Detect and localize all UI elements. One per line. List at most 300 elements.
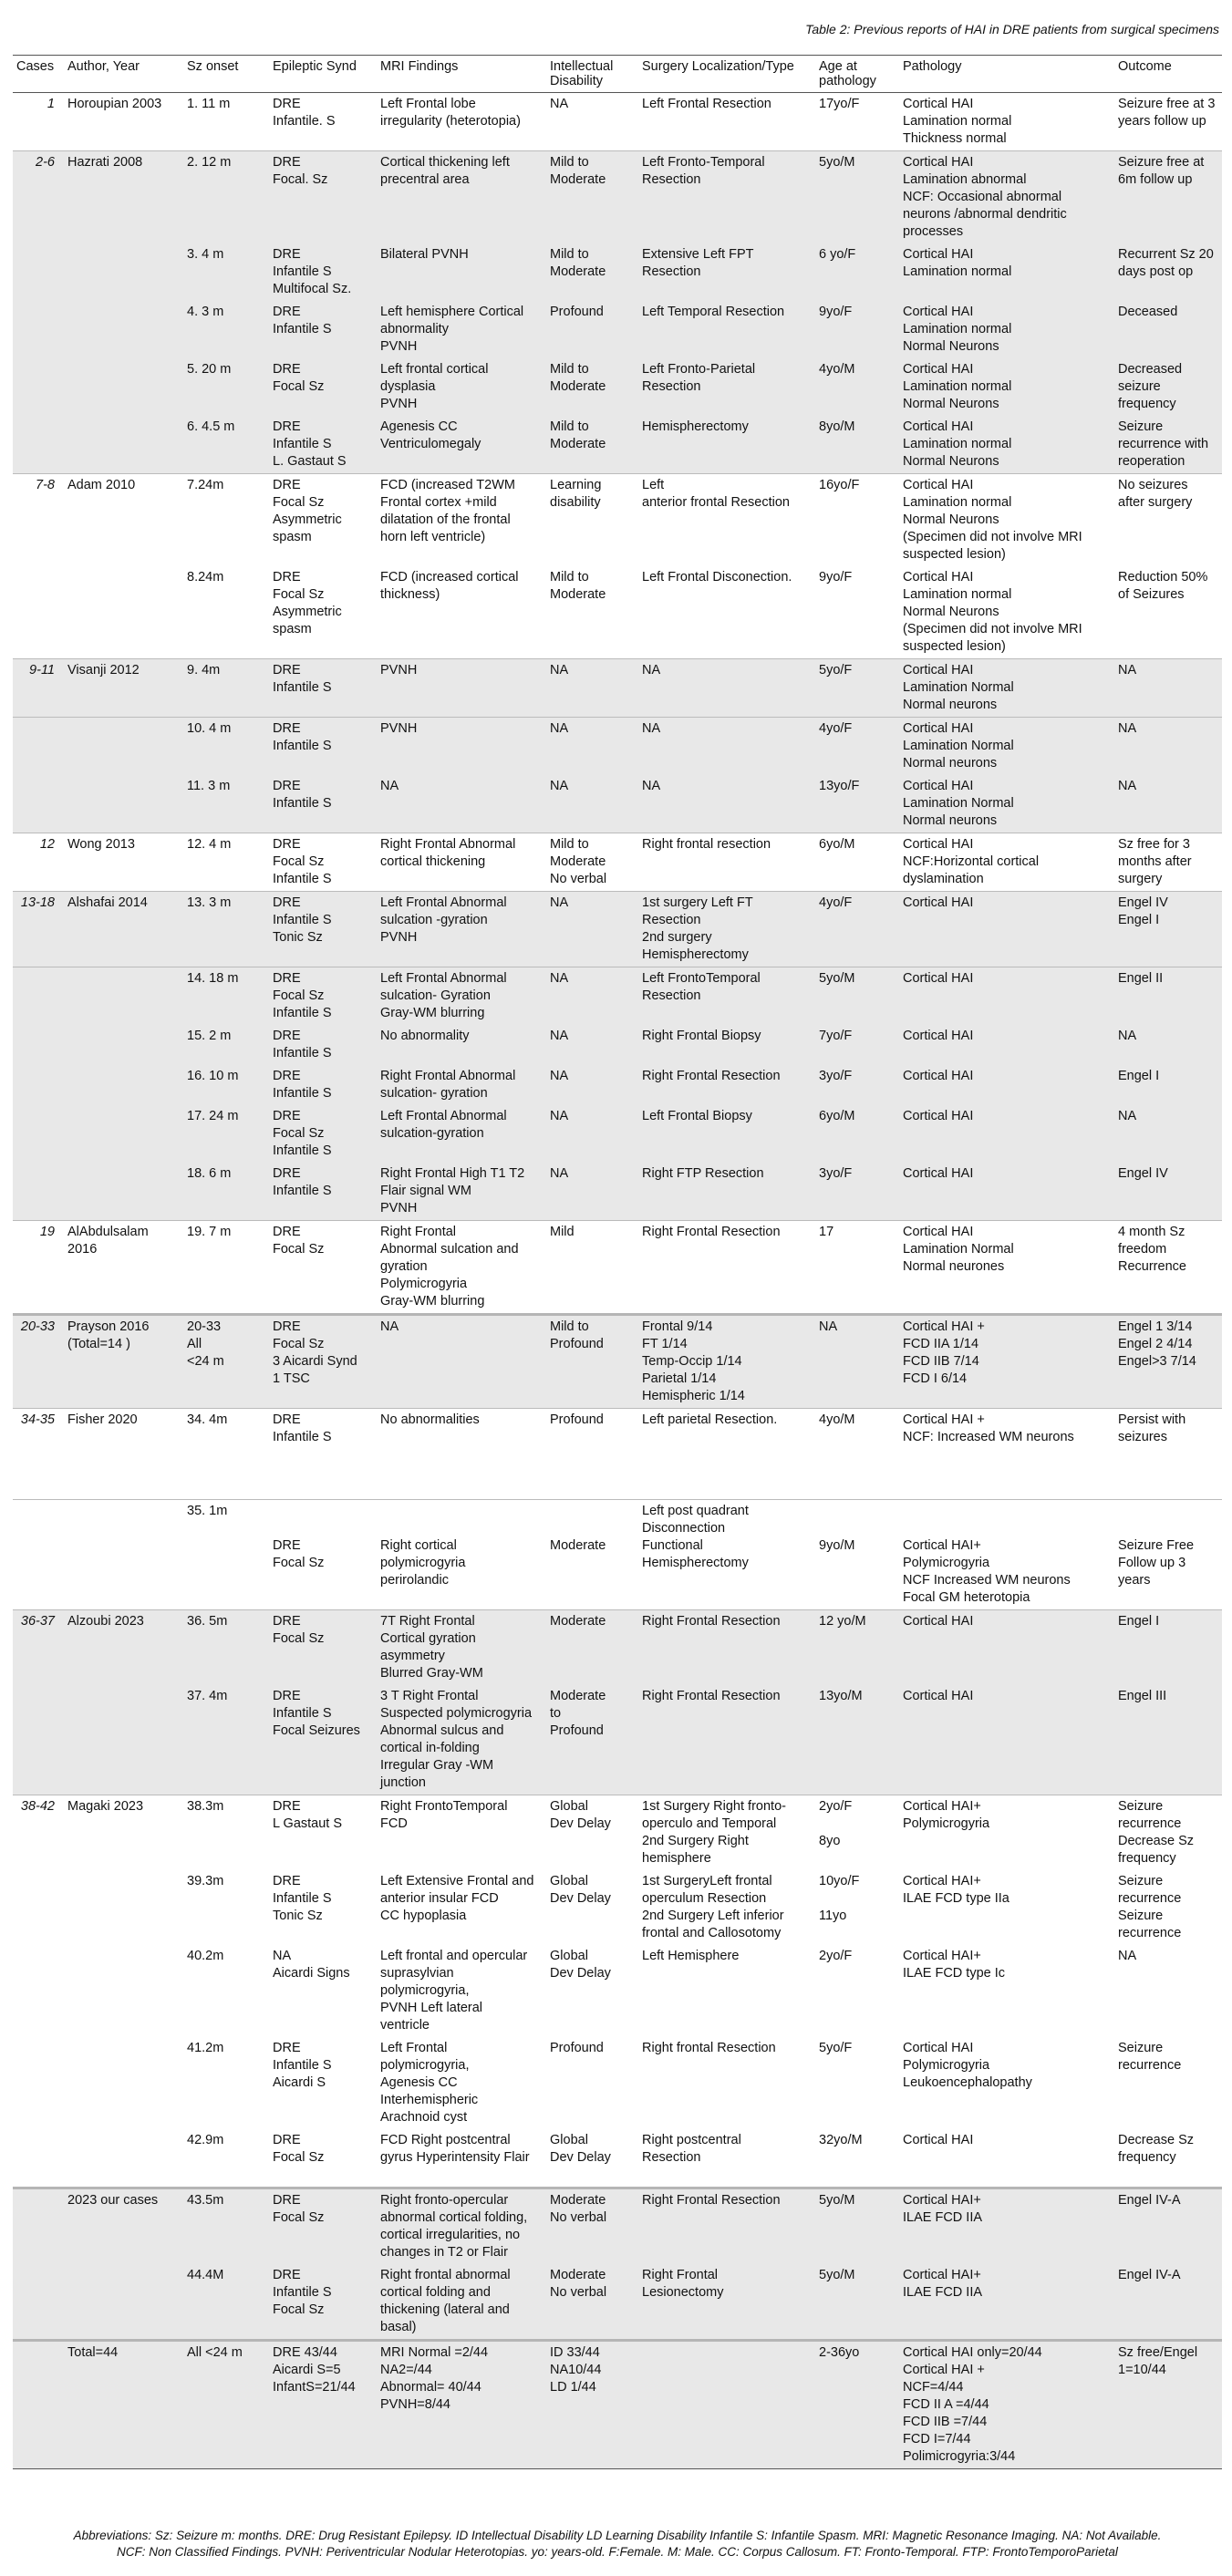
cell-outcome: 4 month Sz freedom Recurrence — [1114, 1221, 1222, 1315]
cell-mri-findings: 3 T Right Frontal Suspected polymicrogyria Abnormal sulcus and cortical in-folding Irregular Gray -WM junction — [377, 1685, 546, 1795]
cell-epileptic-synd: DRE Infantile S — [269, 301, 377, 358]
cell-cases — [13, 243, 64, 301]
table-row — [13, 892, 1222, 967]
cell-outcome: Seizure free at 6m follow up — [1114, 151, 1222, 244]
cell-epileptic-synd: DRE Infantile S — [269, 1163, 377, 1221]
cell-surgery: Right Frontal Resection — [638, 2188, 815, 2265]
cell-epileptic-synd: DRE Infantile. S — [269, 93, 377, 151]
cell-surgery: Right Frontal Resection — [638, 1685, 815, 1795]
cell-intellectual-disability: Profound — [550, 2041, 604, 2055]
cell-cases — [13, 416, 64, 474]
table-row — [13, 474, 1222, 567]
cell-pathology: Cortical HAI + NCF: Increased WM neurons — [899, 1409, 1114, 1500]
table-row — [13, 1163, 1222, 1221]
cell-epileptic-synd: DRE L Gastaut S — [269, 1795, 377, 1871]
table-row — [13, 416, 1222, 474]
cell-epileptic-synd: DRE Focal Sz — [269, 1500, 377, 1610]
cell-intellectual-disability: NA — [546, 718, 638, 776]
cell-pathology: Cortical HAI+ Polymicrogyria — [899, 1795, 1114, 1871]
cell-epileptic-synd: DRE Focal Sz — [273, 2133, 325, 2165]
cell-pathology: Cortical HAI Lamination normal Normal Neurons — [899, 416, 1114, 474]
cell-outcome: Engel IV Engel I — [1114, 892, 1222, 967]
cell-sz-onset: 14. 18 m — [183, 967, 269, 1026]
cell-pathology: Cortical HAI Lamination Normal Normal neurons — [899, 718, 1114, 776]
cell-surgery: 1st surgery Left FT Resection 2nd surgery Hemispherectomy — [638, 892, 815, 967]
cell-sz-onset: 20-33 All <24 m — [183, 1315, 269, 1409]
cell-intellectual-disability: Moderate — [546, 1610, 638, 1686]
cell-outcome: Seizure Free Follow up 3 years — [1114, 1500, 1222, 1610]
cell-pathology: Cortical HAI Lamination normal — [899, 243, 1114, 301]
cell-age-at-pathology: 6yo/M — [815, 833, 899, 892]
cell-age-at-pathology: 6 yo/F — [815, 243, 899, 301]
cell-outcome: Engel IV — [1114, 1163, 1222, 1221]
cell-author-year — [64, 1105, 183, 1163]
cell-outcome: NA — [1114, 1025, 1222, 1065]
table-row — [13, 2037, 1222, 2129]
table-caption: Table 2: Previous reports of HAI in DRE patients from surgical specimens — [805, 22, 1219, 36]
cell-cases: 36-37 — [13, 1610, 64, 1686]
cell-epileptic-synd: DRE Focal Sz — [269, 358, 377, 416]
cell-intellectual-disability: Profound — [546, 1409, 638, 1500]
cell-sz-onset: 4. 3 m — [183, 301, 269, 358]
table-row — [13, 151, 1222, 244]
cell-age-at-pathology: 2-36yo — [815, 2341, 899, 2469]
cell-mri-findings: 7T Right Frontal Cortical gyration asymmetry Blurred Gray-WM — [377, 1610, 546, 1686]
table-row — [13, 2264, 1222, 2341]
cell-age-at-pathology: 8yo/M — [815, 416, 899, 474]
cell-sz-onset: All <24 m — [183, 2341, 269, 2469]
table-row — [13, 1795, 1222, 1871]
cell-intellectual-disability: Moderate No verbal — [546, 2188, 638, 2265]
cell-pathology: Cortical HAI+ Polymicrogyria NCF Increased WM neurons Focal GM heterotopia — [899, 1500, 1114, 1610]
cell-epileptic-synd: DRE Infantile S Focal Seizures — [269, 1685, 377, 1795]
cell-age-at-pathology: 6yo/M — [815, 1105, 899, 1163]
cell-sz-onset: 35. 1m — [183, 1500, 269, 1610]
cell-mri-findings: PVNH — [377, 718, 546, 776]
cell-age-at-pathology: 4yo/M — [815, 1409, 899, 1500]
cell-cases: 20-33 — [13, 1315, 64, 1409]
cell-outcome: NA — [1114, 1105, 1222, 1163]
cell-cases — [13, 2188, 64, 2265]
cell-intellectual-disability: Global Dev Delay — [546, 1795, 638, 1871]
cell-surgery: Right Frontal Resection — [638, 1221, 815, 1315]
cell-epileptic-synd: DRE Infantile S — [269, 1409, 377, 1500]
cell-author-year — [64, 1500, 183, 1610]
cell-author-year — [64, 358, 183, 416]
cell-cases: 1 — [13, 93, 64, 151]
cell-intellectual-disability: NA — [546, 659, 638, 718]
cell-outcome: Engel III — [1114, 1685, 1222, 1795]
cell-sz-onset: 17. 24 m — [183, 1105, 269, 1163]
cell-pathology: Cortical HAI — [899, 967, 1114, 1026]
cell-mri-findings: FCD (increased T2WM Frontal cortex +mild dilatation of the frontal horn left ventricle) — [377, 474, 546, 567]
cell-outcome: Engel IV-A — [1114, 2264, 1222, 2341]
cell-surgery: Left Fronto-Parietal Resection — [638, 358, 815, 416]
cell-cases: 7-8 — [13, 474, 64, 567]
cell-pathology: Cortical HAI Lamination normal Thickness normal — [899, 93, 1114, 151]
cell-age-at-pathology: 5yo/M — [815, 2188, 899, 2265]
cell-surgery: Left FrontoTemporal Resection — [638, 967, 815, 1026]
cell-mri-findings: Right FrontoTemporal FCD — [377, 1795, 546, 1871]
cell-sz-onset: 43.5m — [183, 2188, 269, 2265]
cell-pathology: Cortical HAI — [899, 1065, 1114, 1105]
cell-outcome: No seizures after surgery — [1114, 474, 1222, 567]
cell-epileptic-synd: DRE Focal Sz 3 Aicardi Synd 1 TSC — [269, 1315, 377, 1409]
cell-intellectual-disability: Mild to Moderate — [550, 570, 606, 602]
cell-age-at-pathology: 3yo/F — [815, 1163, 899, 1221]
cell-intellectual-disability: Mild to Moderate — [546, 358, 638, 416]
cell-author-year — [64, 243, 183, 301]
cell-sz-onset: 3. 4 m — [183, 243, 269, 301]
table-row — [13, 93, 1222, 151]
cell-author-year: 2023 our cases — [64, 2188, 183, 2265]
cell-pathology: Cortical HAI Lamination Normal Normal neurons — [899, 775, 1114, 833]
cell-author-year: AlAbdulsalam 2016 — [64, 1221, 183, 1315]
cell-intellectual-disability: Global Dev Delay — [550, 1949, 611, 1981]
cell-cases — [13, 1870, 64, 1945]
cell-age-at-pathology: 4yo/F — [815, 718, 899, 776]
cell-sz-onset: 34. 4m — [183, 1409, 269, 1500]
cell-author-year — [64, 301, 183, 358]
cell-outcome: NA — [1114, 659, 1222, 718]
cell-outcome: Engel IV-A — [1114, 2188, 1222, 2265]
cell-epileptic-synd: DRE Infantile S — [269, 1065, 377, 1105]
cell-epileptic-synd: DRE Infantile S — [269, 775, 377, 833]
cell-mri-findings: Left Frontal Abnormal sulcation- Gyration Gray-WM blurring — [377, 967, 546, 1026]
cell-outcome: Seizure recurrence with reoperation — [1114, 416, 1222, 474]
cell-mri-findings: Left frontal cortical dysplasia PVNH — [377, 358, 546, 416]
cell-sz-onset: 1. 11 m — [183, 93, 269, 151]
cell-epileptic-synd: NA Aicardi Signs — [273, 1949, 350, 1981]
cell-pathology: Cortical HAI NCF:Horizontal cortical dyslamination — [899, 833, 1114, 892]
cell-pathology: Cortical HAI+ ILAE FCD type Ic — [903, 1949, 1006, 1981]
cell-author-year: Alshafai 2014 — [64, 892, 183, 967]
cell-outcome: Seizure recurrence Decrease Sz frequency — [1114, 1795, 1222, 1871]
cell-author-year — [64, 2264, 183, 2341]
cell-cases: 9-11 — [13, 659, 64, 718]
header-intellectual-disability: Intellectual Disability — [546, 56, 638, 93]
cell-cases — [13, 2264, 64, 2341]
table-row — [13, 967, 1222, 1026]
cell-author-year — [64, 1685, 183, 1795]
cell-epileptic-synd: DRE Focal Sz Asymmetric spasm — [269, 474, 377, 567]
cell-outcome: Engel 1 3/14 Engel 2 4/14 Engel>3 7/14 — [1114, 1315, 1222, 1409]
table-row — [13, 358, 1222, 416]
header-pathology: Pathology — [899, 56, 1114, 93]
cell-sz-onset: 15. 2 m — [183, 1025, 269, 1065]
cell-author-year — [64, 1945, 183, 2037]
cell-mri-findings: Left Frontal polymicrogyria, Agenesis CC Interhemispheric Arachnoid cyst — [380, 2041, 479, 2125]
cell-mri-findings: Left Frontal Abnormal sulcation-gyration — [377, 1105, 546, 1163]
cell-cases — [13, 1685, 64, 1795]
cell-epileptic-synd: DRE Infantile S Tonic Sz — [273, 1874, 332, 1923]
cell-author-year — [64, 1870, 183, 1945]
cell-age-at-pathology: 5yo/F — [815, 659, 899, 718]
cell-mri-findings: NA — [377, 775, 546, 833]
cell-age-at-pathology: 17 — [815, 1221, 899, 1315]
cell-cases — [13, 2037, 64, 2129]
cell-pathology: Cortical HAI only=20/44 Cortical HAI + NCF=4/44 FCD II A =4/44 FCD IIB =7/44 FCD I=7/44 Polimicrogyria:3/44 — [899, 2341, 1114, 2469]
table-row — [13, 243, 1222, 301]
cell-epileptic-synd: DRE Infantile S Aicardi S — [273, 2041, 332, 2090]
cell-surgery: NA — [638, 718, 815, 776]
cell-cases — [13, 775, 64, 833]
header-outcome: Outcome — [1114, 56, 1222, 93]
cell-sz-onset: 8.24m — [187, 570, 224, 585]
cell-author-year — [64, 1025, 183, 1065]
cell-author-year: Adam 2010 — [64, 474, 183, 567]
table-row — [13, 566, 1222, 659]
cell-sz-onset: 41.2m — [187, 2041, 224, 2055]
cell-age-at-pathology: 5yo/M — [815, 967, 899, 1026]
cell-sz-onset: 42.9m — [187, 2133, 224, 2147]
cell-epileptic-synd: DRE Infantile S — [269, 1025, 377, 1065]
cell-cases — [13, 2341, 64, 2469]
cell-age-at-pathology: 13yo/M — [815, 1685, 899, 1795]
cell-pathology: Cortical HAI Lamination normal Normal Neurons — [899, 301, 1114, 358]
cell-author-year: Alzoubi 2023 — [64, 1610, 183, 1686]
cell-author-year — [64, 2129, 183, 2188]
cell-age-at-pathology: 17yo/F — [815, 93, 899, 151]
cell-mri-findings: MRI Normal =2/44 NA2=/44 Abnormal= 40/44 PVNH=8/44 — [377, 2341, 546, 2469]
cell-cases — [13, 1945, 64, 2037]
cell-mri-findings: Right Frontal High T1 T2 Flair signal WM PVNH — [377, 1163, 546, 1221]
cell-sz-onset: 16. 10 m — [183, 1065, 269, 1105]
cell-pathology: Cortical HAI + FCD IIA 1/14 FCD IIB 7/14 FCD I 6/14 — [899, 1315, 1114, 1409]
cell-pathology: Cortical HAI Lamination abnormal NCF: Occasional abnormal neurons /abnormal dendritic processes — [899, 151, 1114, 244]
cell-intellectual-disability: Mild to Profound — [546, 1315, 638, 1409]
cell-cases — [13, 967, 64, 1026]
cell-pathology: Cortical HAI+ ILAE FCD IIA — [899, 2264, 1114, 2341]
cell-age-at-pathology: 9yo/F — [815, 301, 899, 358]
header-age-at-pathology: Age at pathology — [815, 56, 899, 93]
cell-intellectual-disability: Mild — [546, 1221, 638, 1315]
cell-surgery: Left Frontal Biopsy — [638, 1105, 815, 1163]
cell-surgery: Right Frontal Lesionectomy — [638, 2264, 815, 2341]
cell-author-year: Horoupian 2003 — [64, 93, 183, 151]
cell-cases — [13, 358, 64, 416]
cell-surgery: Right Frontal Resection — [638, 1065, 815, 1105]
cell-sz-onset: 40.2m — [187, 1949, 224, 1963]
cell-pathology: Cortical HAI — [899, 1025, 1114, 1065]
table-row — [13, 2188, 1222, 2265]
cell-intellectual-disability: Global Dev Delay — [550, 1874, 611, 1906]
cell-cases: 38-42 — [13, 1795, 64, 1871]
table-row — [13, 2129, 1222, 2188]
cell-epileptic-synd: DRE Infantile S — [269, 718, 377, 776]
cell-sz-onset: 10. 4 m — [183, 718, 269, 776]
header-cases: Cases — [13, 56, 64, 93]
cell-sz-onset: 2. 12 m — [183, 151, 269, 244]
cell-surgery: Right postcentral Resection — [642, 2133, 741, 2165]
cell-surgery: NA — [638, 775, 815, 833]
cell-age-at-pathology: 9yo/M — [815, 1500, 899, 1610]
cell-mri-findings: Right cortical polymicrogyria perirolandic — [377, 1500, 546, 1610]
table-row — [13, 301, 1222, 358]
cell-surgery: Right Frontal Resection — [638, 1610, 815, 1686]
cell-epileptic-synd: DRE Infantile S L. Gastaut S — [269, 416, 377, 474]
cell-author-year — [64, 1065, 183, 1105]
cell-author-year — [64, 967, 183, 1026]
cell-author-year: Wong 2013 — [64, 833, 183, 892]
cell-mri-findings: No abnormalities — [377, 1409, 546, 1500]
cell-mri-findings: Right fronto-opercular abnormal cortical folding, cortical irregularities, no changes in T2 or Flair — [377, 2188, 546, 2265]
cell-mri-findings: FCD Right postcentral gyrus Hyperintensity Flair — [380, 2133, 530, 2165]
cell-pathology: Cortical HAI+ ILAE FCD IIA — [899, 2188, 1114, 2265]
cell-cases — [13, 2129, 64, 2188]
cell-intellectual-disability: NA — [546, 1065, 638, 1105]
table-row — [13, 718, 1222, 776]
cell-outcome: Sz free for 3 months after surgery — [1114, 833, 1222, 892]
cell-intellectual-disability: NA — [546, 93, 638, 151]
cell-author-year — [64, 416, 183, 474]
cell-cases: 2-6 — [13, 151, 64, 244]
cell-author-year: Hazrati 2008 — [64, 151, 183, 244]
footnote-line: NCF: Non Classified Findings. PVNH: Periventricular Nodular Heterotopias. yo: years-old. F:Female. M: Male. CC: Corpus Callosum. FT: Fronto-Temporal. FTP: FrontoTemporoParietal — [117, 2545, 1118, 2559]
cell-author-year — [64, 566, 183, 659]
cell-age-at-pathology: 4yo/F — [815, 892, 899, 967]
cell-sz-onset: 11. 3 m — [183, 775, 269, 833]
cell-intellectual-disability: Mild to Moderate — [546, 151, 638, 244]
cell-intellectual-disability: Moderate — [546, 1500, 638, 1610]
cell-pathology: Cortical HAI Lamination normal Normal Neurons (Specimen did not involve MRI suspected lesion) — [899, 474, 1114, 567]
cell-author-year: Visanji 2012 — [64, 659, 183, 718]
table-row — [13, 1025, 1222, 1065]
cell-intellectual-disability: NA — [546, 1163, 638, 1221]
cell-mri-findings: Left Frontal lobe irregularity (heterotopia) — [377, 93, 546, 151]
footnote-line: Abbreviations: Sz: Seizure m: months. DRE: Drug Resistant Epilepsy. ID Intellectual Disability LD Learning Disability Infantile S: Infantile Spasm. MRI: Magnetic Resonance Imaging. NA: Not Available. — [73, 2529, 1162, 2542]
cell-surgery: Frontal 9/14 FT 1/14 Temp-Occip 1/14 Parietal 1/14 Hemispheric 1/14 — [638, 1315, 815, 1409]
cell-outcome: NA — [1118, 1949, 1137, 1963]
cell-outcome: Deceased — [1114, 301, 1222, 358]
header-mri-findings: MRI Findings — [377, 56, 546, 93]
cell-author-year — [64, 775, 183, 833]
cell-intellectual-disability: Mild to Moderate No verbal — [546, 833, 638, 892]
cell-outcome: Decrease Sz frequency — [1118, 2133, 1195, 2165]
cell-pathology: Cortical HAI — [903, 2133, 974, 2147]
cell-surgery: Left post quadrant Disconnection Functional Hemispherectomy — [638, 1500, 815, 1610]
cell-intellectual-disability: NA — [546, 967, 638, 1026]
cell-surgery: 1st SurgeryLeft frontal operculum Resection 2nd Surgery Left inferior frontal and Callosotomy — [642, 1874, 784, 1940]
cell-sz-onset: 19. 7 m — [183, 1221, 269, 1315]
cell-surgery: Left Frontal Resection — [638, 93, 815, 151]
cell-intellectual-disability: Moderate to Profound — [546, 1685, 638, 1795]
cell-outcome: Reduction 50% of Seizures — [1118, 570, 1208, 602]
cell-mri-findings: NA — [377, 1315, 546, 1409]
cell-cases — [13, 566, 64, 659]
cell-age-at-pathology: 2yo/F — [819, 1949, 853, 1963]
cell-pathology: Cortical HAI — [899, 1105, 1114, 1163]
cell-age-at-pathology: 7yo/F — [815, 1025, 899, 1065]
cell-outcome: NA — [1114, 718, 1222, 776]
cell-sz-onset: 37. 4m — [183, 1685, 269, 1795]
cell-age-at-pathology: 13yo/F — [815, 775, 899, 833]
cell-epileptic-synd: DRE Focal Sz — [269, 1221, 377, 1315]
cell-pathology: Cortical HAI — [899, 1685, 1114, 1795]
cell-epileptic-synd: DRE Infantile S — [269, 659, 377, 718]
cell-sz-onset: 36. 5m — [183, 1610, 269, 1686]
cell-mri-findings: Left Extensive Frontal and anterior insular FCD CC hypoplasia — [380, 1874, 534, 1923]
cell-mri-findings: Right Frontal Abnormal sulcation and gyration Polymicrogyria Gray-WM blurring — [377, 1221, 546, 1315]
cell-age-at-pathology: 32yo/M — [819, 2133, 863, 2147]
cell-age-at-pathology: 12 yo/M — [815, 1610, 899, 1686]
cell-mri-findings: FCD (increased cortical thickness) — [380, 570, 519, 602]
cell-author-year: Fisher 2020 — [64, 1409, 183, 1500]
cell-outcome: Engel II — [1114, 967, 1222, 1026]
cell-mri-findings: PVNH — [377, 659, 546, 718]
cell-author-year: Total=44 — [64, 2341, 183, 2469]
cell-surgery: Extensive Left FPT Resection — [638, 243, 815, 301]
table-row — [13, 833, 1222, 892]
cell-sz-onset: 13. 3 m — [183, 892, 269, 967]
cell-mri-findings: Bilateral PVNH — [377, 243, 546, 301]
table-body — [13, 93, 1222, 2469]
cell-epileptic-synd: DRE Focal Sz Infantile S — [269, 833, 377, 892]
cell-outcome: Seizure recurrence Seizure recurrence — [1118, 1874, 1182, 1940]
cell-outcome: Engel I — [1114, 1610, 1222, 1686]
cell-intellectual-disability: NA — [546, 1105, 638, 1163]
cell-age-at-pathology: 10yo/F 11yo — [819, 1874, 860, 1923]
cell-mri-findings: Agenesis CC Ventriculomegaly — [377, 416, 546, 474]
cell-cases — [13, 718, 64, 776]
cell-intellectual-disability: Learning disability — [546, 474, 638, 567]
cell-mri-findings: Right frontal abnormal cortical folding and thickening (lateral and basal) — [377, 2264, 546, 2341]
table-row — [13, 1610, 1222, 1686]
cell-intellectual-disability: Mild to Moderate — [546, 243, 638, 301]
cell-intellectual-disability: Profound — [546, 301, 638, 358]
cell-surgery: Left Hemisphere — [642, 1949, 740, 1963]
cell-outcome: Recurrent Sz 20 days post op — [1114, 243, 1222, 301]
cell-epileptic-synd: DRE Focal Sz Infantile S — [269, 967, 377, 1026]
cell-epileptic-synd: DRE Infantile S Multifocal Sz. — [269, 243, 377, 301]
cell-sz-onset: 9. 4m — [183, 659, 269, 718]
table-row — [13, 1870, 1222, 1945]
cell-outcome: Seizure free at 3 years follow up — [1114, 93, 1222, 151]
header-surgery: Surgery Localization/Type — [638, 56, 815, 93]
table-row — [13, 1685, 1222, 1795]
cell-cases — [13, 1163, 64, 1221]
cell-sz-onset: 44.4M — [183, 2264, 269, 2341]
cell-author-year — [64, 718, 183, 776]
cell-pathology: Cortical HAI Lamination Normal Normal neurones — [899, 1221, 1114, 1315]
cell-intellectual-disability: NA — [546, 1025, 638, 1065]
cell-author-year — [64, 2037, 183, 2129]
cell-cases: 13-18 — [13, 892, 64, 967]
cell-outcome: Seizure recurrence — [1118, 2041, 1182, 2073]
cell-mri-findings: No abnormality — [377, 1025, 546, 1065]
cell-sz-onset: 5. 20 m — [183, 358, 269, 416]
cell-epileptic-synd: DRE Infantile S Focal Sz — [269, 2264, 377, 2341]
cell-epileptic-synd: DRE Focal Sz — [269, 1610, 377, 1686]
cell-surgery: Right frontal resection — [638, 833, 815, 892]
cell-surgery: NA — [638, 659, 815, 718]
cell-sz-onset: 6. 4.5 m — [183, 416, 269, 474]
cell-intellectual-disability: Global Dev Delay — [550, 2133, 611, 2165]
table-row — [13, 1315, 1222, 1409]
cell-age-at-pathology: 16yo/F — [815, 474, 899, 567]
cell-pathology: Cortical HAI Lamination normal Normal Neurons — [899, 358, 1114, 416]
cell-surgery: Right frontal Resection — [642, 2041, 776, 2055]
cell-sz-onset: 12. 4 m — [183, 833, 269, 892]
table-row — [13, 1105, 1222, 1163]
cell-surgery — [638, 2341, 815, 2469]
cell-age-at-pathology: 9yo/F — [819, 570, 853, 585]
cell-mri-findings: Cortical thickening left precentral area — [377, 151, 546, 244]
table-row — [13, 659, 1222, 718]
cell-cases — [13, 1065, 64, 1105]
cell-intellectual-disability: Mild to Moderate — [546, 416, 638, 474]
cell-cases — [13, 1500, 64, 1610]
